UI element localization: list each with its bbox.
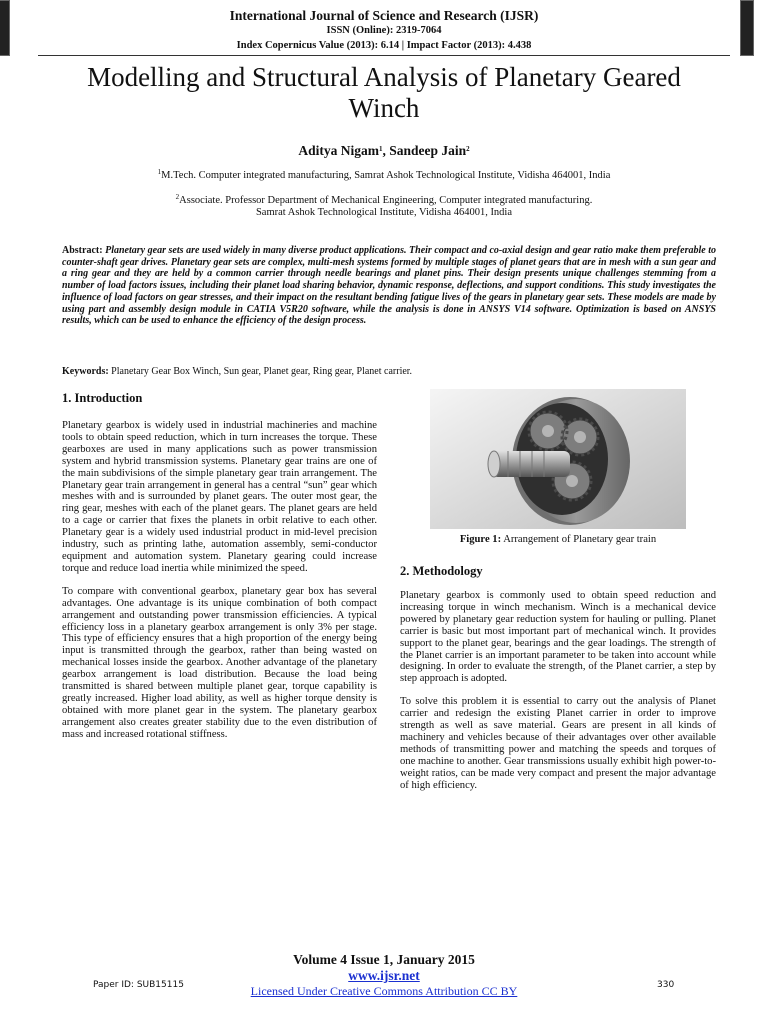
paper-title: Modelling and Structural Analysis of Planetary Geared Winch (87, 62, 681, 123)
figure-caption: Figure 1: Arrangement of Planetary gear train (459, 534, 657, 545)
abstract (62, 245, 716, 327)
affiliation-2: $^2$Associate. Professor Department of Mechanical Engineering, Computer integrated manufacturing. Samrat Ashok Technological Institute, Vidisha 464001, India (175, 193, 593, 218)
introduction-body (62, 420, 377, 752)
paragraph: Planetary gearbox is widely used in industrial machineries and machine tools to obtain speed reduction, which in turn increases the torque. These gearboxes are used in many applications such as power transmission system and hybrid transmission systems. Planetary gear trains are one of the main subdivisions of the simple planetary gear train arrangement. The Planetary gear train arrangement in general has a central “sun” gear which meshes with and is surrounded by planet gears. The outer most gear, the ring gear, meshes with each of the planet gears. The planet gears are held to a cage or carrier that fixes the planets in orbit relative to each other. Planetary gear is a widely used industrial product in mid-level precision industry, such as printing lathe, automation assembly, semi-conductor equipment and automation system. Planetary gearing could increase torque and reduce load inertia while minimized the speed. (62, 420, 378, 574)
page-number: 330 (657, 980, 675, 990)
gear-train-image (430, 389, 686, 529)
header-rule (38, 55, 730, 56)
section-title-introduction: 1. Introduction (62, 391, 143, 405)
planetary-gear-figure (430, 389, 686, 529)
paper-id: Paper ID: SUB15115 (93, 980, 184, 990)
author-2: Sandeep Jain (389, 143, 467, 158)
section-title-methodology: 2. Methodology (400, 564, 483, 578)
index-value: Index Copernicus Value (2013): 6.14 | Impact Factor (2013): 4.438 (236, 40, 532, 51)
left-edge-tab (0, 0, 10, 56)
license-link[interactable]: Licensed Under Creative Commons Attribution CC BY (250, 984, 518, 998)
paragraph: To compare with conventional gearbox, planetary gear box has several advantages. One advantage is its unique combination of both compact arrangement and outstanding power transmission efficiencies. A typical efficiency loss in a planetary gearbox arrangement is only 3% per stage. This type of efficiency ensures that a high proportion of the energy being input is transmitted through the gearbox, rather than being wasted on mechanical losses inside the gearbox. Another advantage of the planetary gearbox arrangement is load distribution. Because the load being transmitted is shared between multiple planet gear, torque capability is greatly increased. Higher load ability, as well as higher torque density is obtained with more planet gear in the system. The planetary gearbox arrangement also creates greater stability due to the even distribution of mass and increased rotational stiffness. (62, 585, 377, 740)
affiliation-1: $^1$M.Tech. Computer integrated manufacturing, Samrat Ashok Technological Institute, Vidisha 464001, India (157, 168, 611, 181)
abstract-text: Planetary gear sets are used widely in many diverse product applications. Their compact and co-axial design and gear ratio make them preferable to counter-shaft gear drives. Planetary gear sets are complex, multi-mesh systems formed by multiple stages of planet gears that are in mesh with a sun gear and a ring gear and they are held by a common carrier through needle bearings and planet pins. Their design presents unique challenges stemming from a number of load factors issues, including their planet load sharing behavior, dynamic response, deflections, and support conditions. This study investigates the influence of load factors on gear stresses, and their impact on the resultant bending fatigue lives of the gears in planetary gear sets. These models are made by using part and assembly design module in CATIA V5R20 software, while the analysis is done in ANSYS V14 software. Optimization is based on ANSYS results, which can be used to enhance the efficiency of the design process. (62, 245, 717, 327)
methodology-body (400, 590, 716, 803)
volume-issue: Volume 4 Issue 1, January 2015 (293, 952, 475, 967)
journal-name: International Journal of Science and Research (IJSR) (229, 8, 539, 23)
keywords-text: Planetary Gear Box Winch, Sun gear, Planet gear, Ring gear, Planet carrier. (111, 366, 413, 377)
author-1: Aditya Nigam (298, 143, 379, 158)
abstract-label: Abstract: (62, 245, 103, 256)
right-edge-tab (740, 0, 754, 56)
journal-url-link[interactable]: www.ijsr.net (348, 968, 420, 983)
issn: ISSN (Online): 2319-7064 (326, 25, 442, 36)
keywords-label: Keywords: (62, 366, 109, 377)
paragraph: To solve this problem it is essential to carry out the analysis of Planet carrier and redesign the existing Planet carrier in order to improve strength as well as save material. Gears are present in all kinds of machinery and vehicles because of their advantages over other available methods of transmitting power and matching the speeds and torques of one machine to another. Gear transmissions usually exhibit high power-to-weight ratios, can be made very compact and present the major advantage of high efficiency. (400, 696, 716, 791)
paragraph: Planetary gearbox is commonly used to obtain speed reduction and increasing torque in winch mechanism. Winch is a mechanical device powered by planetary gear reduction system for hauling or pulling. Planet carrier is basic but most important part of mechanical winch. It provides support to the planet gear, bearings and the gear loadings. The strength of the Planet carrier is an important parameter to be taken into account while designing. In order to evaluate the strength, of the Planet carrier, a step by step approach is adopted. (400, 590, 716, 685)
keywords (62, 366, 716, 377)
authors: Aditya Nigam$^1$, Sandeep Jain$^2$ (298, 143, 470, 158)
